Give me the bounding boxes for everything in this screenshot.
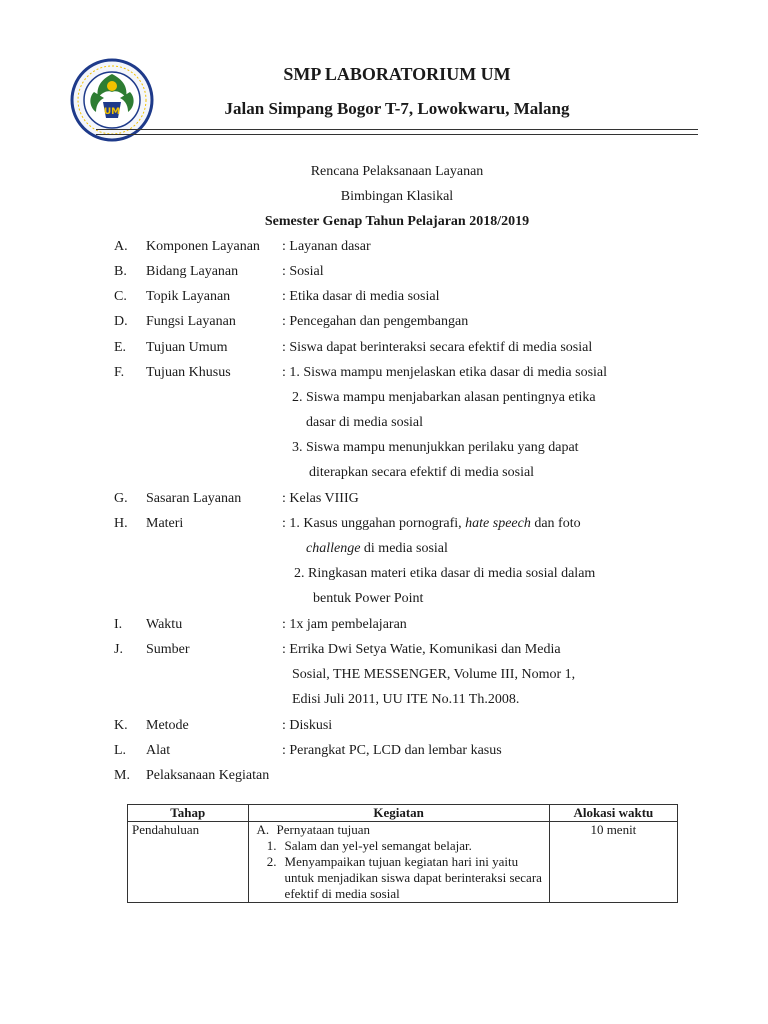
semester-line: Semester Genap Tahun Pelajaran 2018/2019 [264, 214, 530, 229]
item-key: Bidang Layanan [146, 264, 239, 279]
school-name: SMP LABORATORIUM UM [283, 64, 511, 84]
item-key: Tujuan Khusus [146, 365, 231, 380]
column-header: Kegiatan [248, 805, 549, 822]
item-value-line: 2. Ringkasan materi etika dasar di media sosial dalam [294, 566, 596, 581]
item-letter: F. [114, 365, 125, 380]
materi-italic-term: hate speech [465, 516, 531, 531]
item-letter: H. [114, 516, 128, 531]
item-value: : Diskusi [282, 718, 333, 733]
item-value-line: diterapkan secara efektif di media sosial [309, 465, 535, 480]
item-key: Pelaksanaan Kegiatan [146, 768, 270, 783]
item-letter: D. [114, 314, 128, 329]
item-key: Metode [146, 718, 189, 733]
item-letter: M. [114, 768, 130, 783]
header-divider-thin [96, 134, 698, 135]
item-value-line: Sosial, THE MESSENGER, Volume III, Nomor 1, [292, 667, 576, 682]
item-key: Sasaran Layanan [146, 491, 242, 506]
item-value: : Etika dasar di media sosial [282, 289, 440, 304]
activity-step [257, 854, 545, 902]
materi-text: : 1. Kasus unggahan pornografi, [282, 516, 466, 531]
item-key: Fungsi Layanan [146, 314, 236, 329]
activity-heading-text: Pernyataan tujuan [276, 822, 371, 837]
step-number: 1. [266, 838, 277, 853]
activity-table [127, 804, 678, 903]
item-letter: A. [114, 239, 128, 254]
item-value-line: dasar di media sosial [306, 415, 424, 430]
step-text: Menyampaikan tujuan kegiatan hari ini yaitu untuk menjadikan siswa dapat berinteraksi secara efektif di media sosial [284, 854, 542, 901]
item-letter: B. [114, 264, 127, 279]
cell-kegiatan [248, 822, 549, 903]
cell-tahap: Pendahuluan [128, 822, 249, 903]
activity-heading [257, 822, 545, 838]
item-value [282, 516, 581, 532]
cell-alokasi: 10 menit [549, 822, 677, 903]
item-key: Materi [146, 516, 184, 531]
item-letter: C. [114, 289, 127, 304]
document-title: Rencana Pelaksanaan Layanan [310, 164, 484, 179]
item-letter: L. [114, 743, 127, 758]
item-value: : 1. Siswa mampu menjelaskan etika dasar di media sosial [282, 365, 608, 380]
item-value-line [306, 541, 448, 557]
header-divider-thick [96, 129, 698, 130]
item-letter: J. [114, 642, 123, 657]
activity-letter: A. [256, 822, 270, 837]
item-key: Tujuan Umum [146, 340, 228, 355]
materi-italic-term: challenge [306, 541, 361, 556]
item-value: : Sosial [282, 264, 324, 279]
school-address: Jalan Simpang Bogor T-7, Lowokwaru, Malang [224, 99, 570, 118]
table-row [128, 822, 678, 903]
activity-step [257, 838, 545, 854]
item-value: : Perangkat PC, LCD dan lembar kasus [282, 743, 502, 758]
svg-text:UM: UM [103, 107, 121, 117]
item-value-line: Edisi Juli 2011, UU ITE No.11 Th.2008. [292, 692, 520, 707]
item-value: : Kelas VIIIG [282, 491, 359, 506]
table-header-row [128, 805, 678, 822]
item-value: : Siswa dapat berinteraksi secara efektif di media sosial [282, 340, 593, 355]
step-number: 2. [266, 854, 277, 869]
item-value-line: bentuk Power Point [313, 591, 424, 606]
item-key: Alat [146, 743, 171, 758]
item-value-line: 3. Siswa mampu menunjukkan perilaku yang dapat [292, 440, 579, 455]
column-header: Alokasi waktu [549, 805, 677, 822]
item-letter: K. [114, 718, 128, 733]
item-value: : 1x jam pembelajaran [282, 617, 407, 632]
item-value-line: 2. Siswa mampu menjabarkan alasan pentingnya etika [292, 390, 596, 405]
item-key: Sumber [146, 642, 190, 657]
item-key: Komponen Layanan [146, 239, 260, 254]
column-header: Tahap [128, 805, 249, 822]
document-subtitle: Bimbingan Klasikal [340, 189, 454, 204]
item-value: : Errika Dwi Setya Watie, Komunikasi dan Media [282, 642, 561, 657]
item-value: : Pencegahan dan pengembangan [282, 314, 469, 329]
materi-text: dan foto [530, 516, 581, 531]
step-text: Salam dan yel-yel semangat belajar. [284, 838, 472, 853]
item-key: Topik Layanan [146, 289, 231, 304]
item-value: : Layanan dasar [282, 239, 371, 254]
item-letter: I. [114, 617, 123, 632]
item-key: Waktu [146, 617, 183, 632]
materi-text: di media sosial [360, 541, 448, 556]
item-letter: G. [114, 491, 128, 506]
item-letter: E. [114, 340, 127, 355]
